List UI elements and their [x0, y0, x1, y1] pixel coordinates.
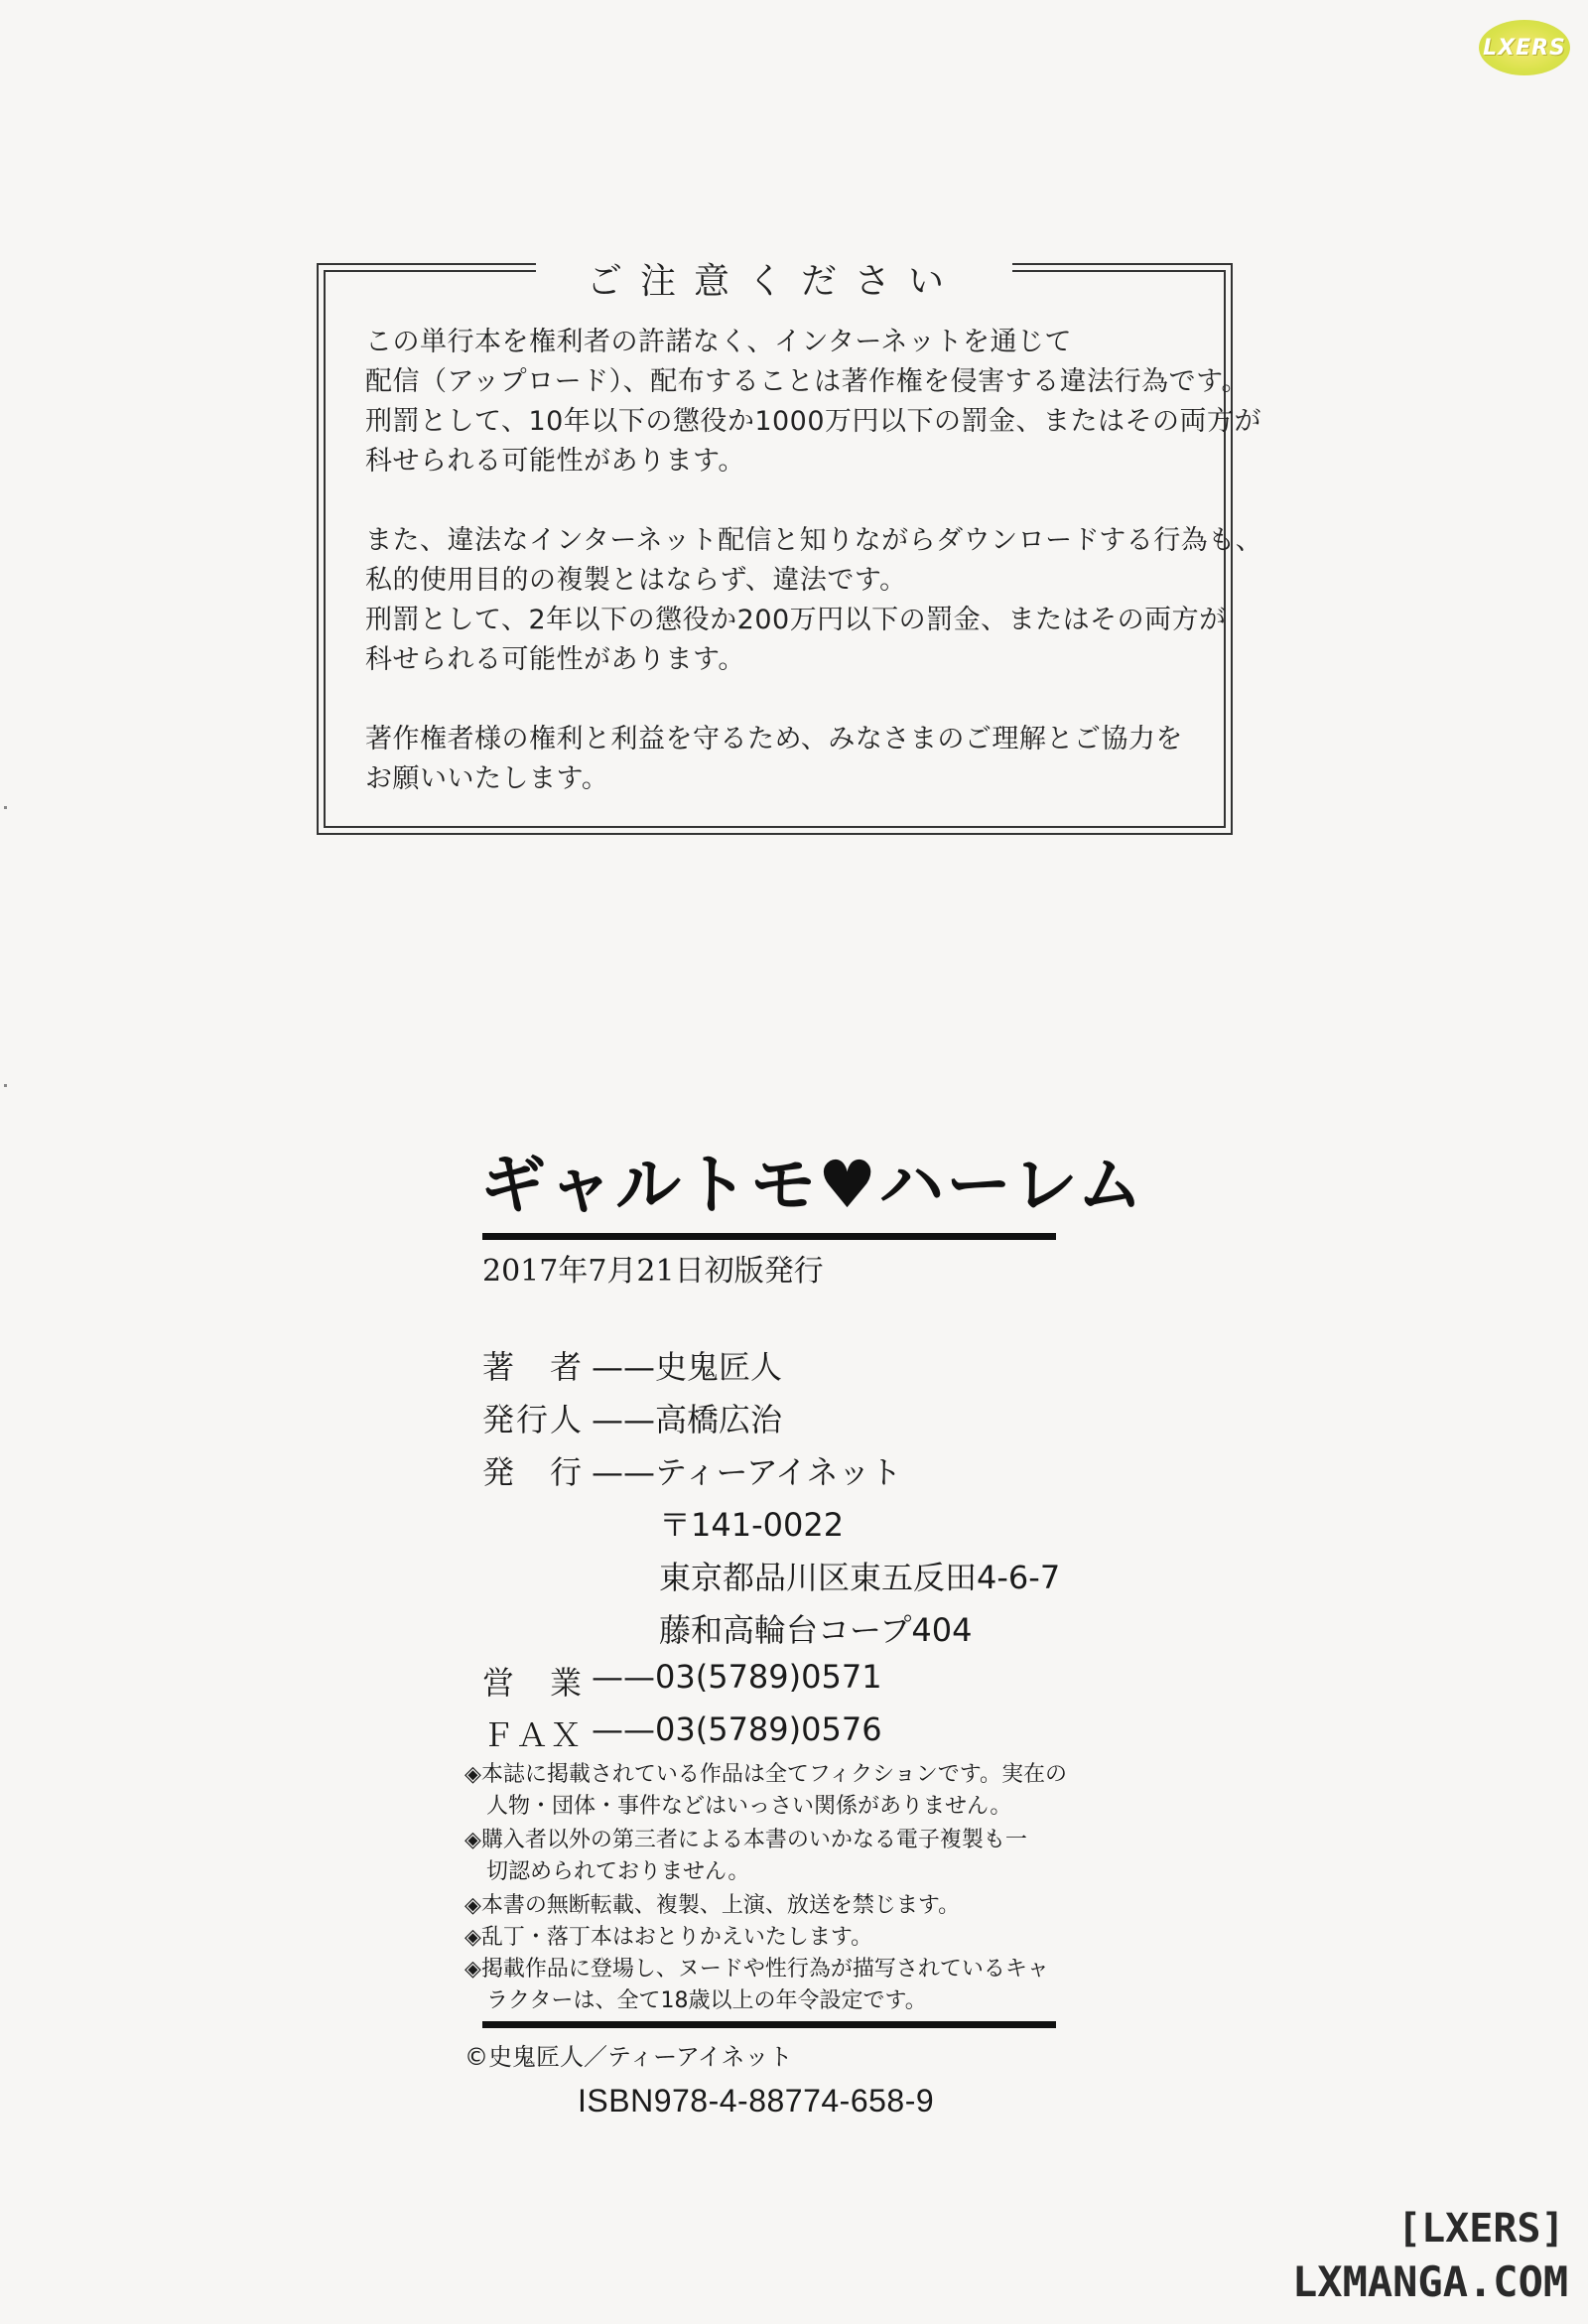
title-rule [482, 1233, 1056, 1240]
legal-note: ◈購入者以外の第三者による本書のいかなる電子複製も一 [464, 1828, 1027, 1852]
copyright-rule [482, 2021, 1056, 2028]
legal-note: ◈乱丁・落丁本はおとりかえいたします。 [464, 1925, 873, 1950]
legal-note: 人物・団体・事件などはいっさい関係がありません。 [464, 1794, 1012, 1819]
publisher-person-value: ——高橋広治 [592, 1401, 783, 1438]
legal-note: ◈掲載作品に登場し、ヌードや性行為が描写されているキャ [464, 1957, 1049, 1982]
notice-line: 私的使用目的の複製とはならず、違法です。 [365, 565, 907, 596]
isbn: ISBN978-4-88774-658-9 [578, 2083, 935, 2119]
notice-line: 著作権者様の権利と利益を守るため、みなさまのご理解とご協力を [365, 724, 1183, 754]
book-title-part1: ギャルトモ [480, 1147, 818, 1223]
scan-speck [4, 1084, 7, 1087]
notice-line: 配信（アップロード）、配布することは著作権を侵害する違法行為です。 [365, 366, 1249, 397]
publisher-person-label: 発行人 [482, 1401, 585, 1438]
watermark-site: LXMANGA.COM [1292, 2257, 1569, 2306]
notice-line: この単行本を権利者の許諾なく、インターネットを通じて [365, 327, 1073, 357]
notice-line: 科せられる可能性があります。 [365, 446, 745, 477]
legal-note: ラクターは、全て18歳以上の年令設定です。 [464, 1988, 927, 2013]
author-label: 著 者 [482, 1348, 585, 1386]
notice-line: 科せられる可能性があります。 [365, 644, 745, 675]
notice-line: 刑罰として、2年以下の懲役か200万円以下の罰金、またはその両方が [365, 605, 1227, 635]
scan-speck [4, 806, 7, 809]
book-title [480, 1132, 1144, 1226]
notice-line: 刑罰として、10年以下の懲役か1000万円以下の罰金、またはその両方が [365, 406, 1262, 437]
notice-title: ご注意ください [586, 260, 962, 302]
sales-label: 営 業 [482, 1664, 585, 1702]
notice-title-wrap [536, 250, 1012, 306]
publisher-value: ——ティーアイネット [592, 1453, 902, 1491]
postal-code: 〒141-0022 [659, 1506, 845, 1544]
legal-note: ◈本書の無断転載、複製、上演、放送を禁じます。 [464, 1893, 961, 1918]
address-line1: 東京都品川区東五反田4-6-7 [659, 1559, 1061, 1596]
publisher-label: 発 行 [482, 1453, 585, 1491]
notice-line: また、違法なインターネット配信と知りながらダウンロードする行為も、 [365, 525, 1263, 556]
notice-line: お願いいたします。 [365, 763, 609, 794]
publication-date: 2017年7月21日初版発行 [482, 1254, 824, 1289]
watermark-tag: [LXERS] [1397, 2206, 1565, 2252]
author-value: ——史鬼匠人 [592, 1348, 783, 1386]
site-logo [1479, 20, 1570, 75]
heart-icon: ♥ [818, 1147, 879, 1223]
fax-label: ＦＡＸ [482, 1716, 585, 1754]
legal-note: ◈本誌に掲載されている作品は全てフィクションです。実在の [464, 1762, 1067, 1787]
fax-number: ——03(5789)0576 [592, 1710, 882, 1748]
sales-phone: ——03(5789)0571 [592, 1658, 882, 1696]
legal-note: 切認められておりません。 [464, 1859, 750, 1884]
logo-text: LXERS [1483, 35, 1566, 61]
address-line2: 藤和高輪台コープ404 [659, 1611, 973, 1649]
copyright: ©史鬼匠人／ティーアイネット [464, 2043, 793, 2071]
book-title-part2: ハーレム [878, 1147, 1145, 1223]
